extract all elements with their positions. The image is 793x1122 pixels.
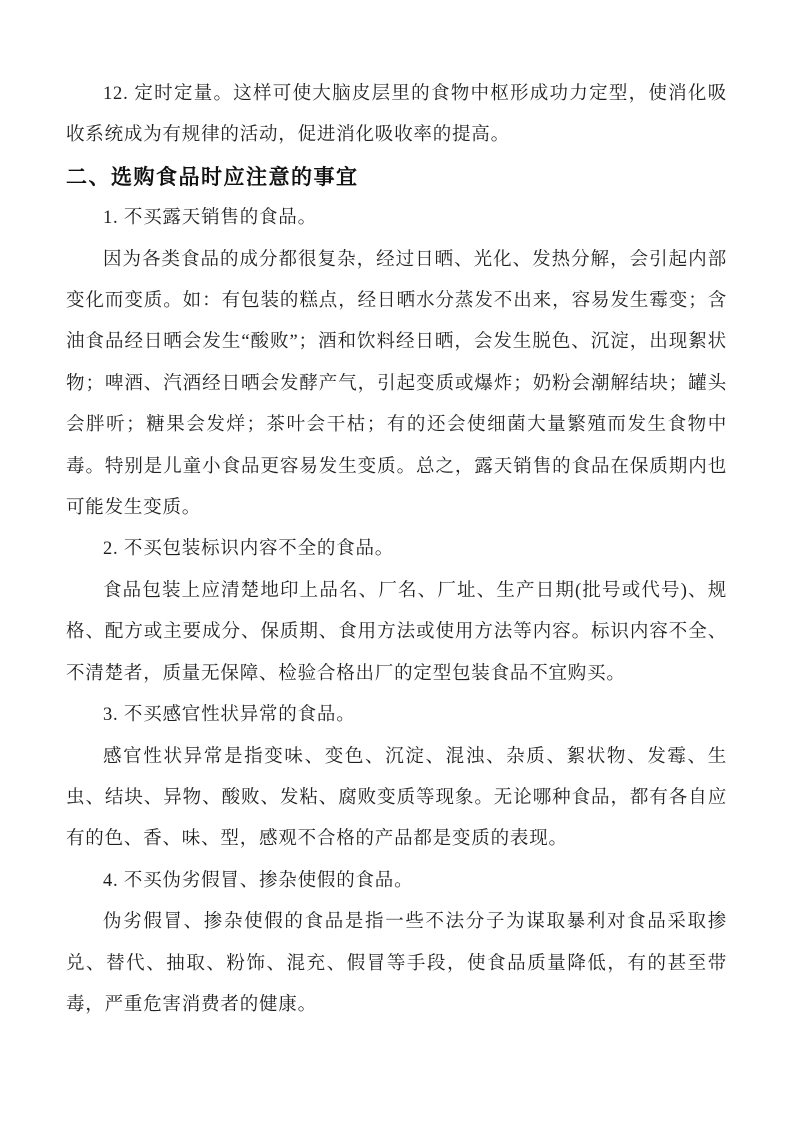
intro-paragraph: 12. 定时定量。这样可使大脑皮层里的食物中枢形成功力定型，使消化吸收系统成为有规律的活动，促进消化吸收率的提高。 xyxy=(66,84,727,146)
item-title: 1. 不买露天销售的食品。 xyxy=(103,208,317,229)
item-body: 因为各类食品的成分都很复杂，经过日晒、光化、发热分解，会引起内部变化而变质。如：有包装的糕点，经日晒水分蒸发不出来，容易发生霉变；含油食品经日晒会发生“酸败”；酒和饮料经日晒，会发生脱色、沉淀，出现絮状物；啤酒、汽酒经日晒会发酵产气，引起变质或爆炸；奶粉会潮解结块；罐头会胖听；糖果会发烊；茶叶会干枯；有的还会使细菌大量繁殖而发生食物中毒。特别是儿童小食品更容易发生变质。总之，露天销售的食品在保质期内也可能发生变质。 xyxy=(66,249,727,519)
item-title: 3. 不买感官性状异常的食品。 xyxy=(103,705,356,726)
item-title: 4. 不买伪劣假冒、掺杂使假的食品。 xyxy=(103,870,414,891)
list-item xyxy=(66,529,727,695)
item-body: 伪劣假冒、掺杂使假的食品是指一些不法分子为谋取暴利对食品采取掺兑、替代、抽取、粉饰、混充、假冒等手段，使食品质量降低，有的甚至带毒，严重危害消费者的健康。 xyxy=(66,912,727,1015)
item-body: 食品包装上应清楚地印上品名、厂名、厂址、生产日期(批号或代号)、规格、配方或主要成分、保质期、食用方法或使用方法等内容。标识内容不全、不清楚者，质量无保障、检验合格出厂的定型包装食品不宜购买。 xyxy=(66,580,727,684)
section-heading: 二、选购食品时应注意的事宜 xyxy=(66,165,359,189)
document-body xyxy=(66,74,727,1026)
list-item xyxy=(66,695,727,861)
item-body: 感官性状异常是指变味、变色、沉淀、混浊、杂质、絮状物、发霉、生虫、结块、异物、酸败、发粘、腐败变质等现象。无论哪种食品，都有各自应有的色、香、味、型，感观不合格的产品都是变质的表现。 xyxy=(66,746,727,850)
list-item xyxy=(66,861,727,1027)
list-item xyxy=(66,198,727,529)
item-title: 2. 不买包装标识内容不全的食品。 xyxy=(103,539,395,560)
